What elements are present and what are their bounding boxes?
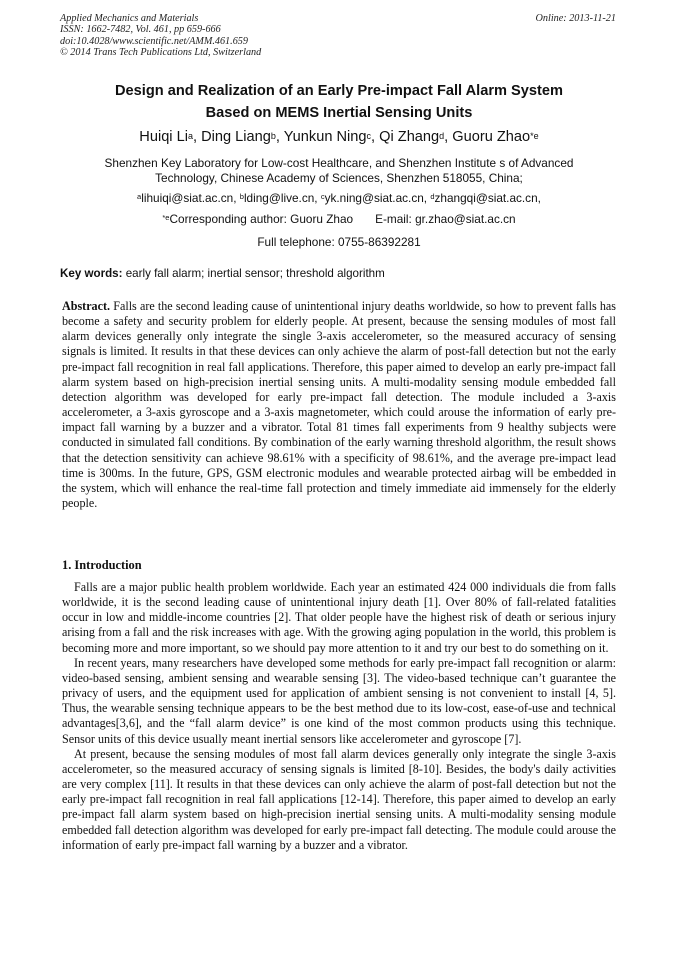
journal-header <box>60 13 616 59</box>
keywords-text: early fall alarm; inertial sensor; threshold algorithm <box>125 267 385 280</box>
author-mark: d <box>439 131 445 141</box>
email-mark: b <box>239 192 244 201</box>
corresponding-label: Corresponding author: Guoru Zhao <box>169 212 354 226</box>
paragraph: In recent years, many researchers have developed some methods for early pre-impact fall recognition or alarm: video-based sensing, ambient sensing and wearable sensing [3]. The video-based technique can’t guarantee the privacy of users, and the equipment used for application of ambient sensing is not convenient to install [4, 5]. Thus, the wearable sensing technique appears to be the best method due to its low-cost, ease-of-use and technical advantages[3,6], and the “fall alarm device” is one kind of the most common products using this technique. Sensor units of this device usually meant inertial sensors like accelerometer and gyroscope [7]. <box>62 655 616 746</box>
email-list <box>60 191 618 206</box>
author-list: Huiqi Li$^a$, Ding Liang$^b$, Yunkun Ning$^c$, Qi Zhang$^d$, Guoru Zhao$^{*e}$ <box>139 129 539 145</box>
paragraph: Falls are a major public health problem worldwide. Each year an estimated 424 000 individuals die from falls worldwide, it is the second leading cause of unintentional injury death [1]. Over 80% of fall-related fatalities occur in low and middle-income countries [2]. That older people have the highest risk of death or serious injury arising from a fall and the risk increases with age. With the growing aging population in the world, this problem is becoming more and more important, so we should pay more attention to it and try our best to do something on it. <box>62 580 616 655</box>
paper-title <box>60 80 618 124</box>
keywords <box>60 266 620 281</box>
affiliation <box>60 156 618 186</box>
corresponding-email[interactable]: E-mail: gr.zhao@siat.ac.cn <box>375 212 516 226</box>
doi-line: doi:10.4028/www.scientific.net/AMM.461.659 <box>60 35 248 47</box>
author-name: Huiqi Li <box>139 129 188 145</box>
author-mark: a <box>187 131 193 141</box>
abstract-label: Abstract. <box>62 299 111 313</box>
abstract <box>62 299 616 511</box>
telephone: Full telephone: 0755-86392281 <box>257 235 421 249</box>
affiliation-line-2: Technology, Chinese Academy of Sciences, Shenzhen 518055, China; <box>155 171 523 185</box>
keywords-label: Key words: <box>60 267 123 280</box>
email-mark: d <box>430 192 435 201</box>
author-name: Qi Zhang <box>379 129 440 145</box>
copyright-line: © 2014 Trans Tech Publications Ltd, Switzerland <box>60 47 262 59</box>
journal-name: Applied Mechanics and Materials <box>60 13 199 24</box>
author-name: Yunkun Ning <box>283 129 367 145</box>
abstract-text: Falls are the second leading cause of unintentional injury deaths worldwide, so how to prevent falls has become a safety and security problem for elderly people. At present, because the sensing modules of most fall alarm devices generally only integrate the single 3-axis accelerometer, so the measured accuracy of sensing signals is limited. It results in that these devices can only achieve the alarm of post-fall detection but not the early pre-impact fall recognition in real fall applications. Therefore, this paper aimed to develop an early pre-impact fall alarm system based on high-precision inertial sensing units. A multi-modality sensing module embedded fall detection algorithm was developed for early pre-impact fall detection. The module included a 3-axis accelerometer, a 3-axis gyroscope and a 3-axis magnetometer, which could arouse the information of early pre-impact fall warning by a buzzer and a vibrator. Total 81 times fall experiments from 9 healthy subjects were conducted in simulated fall conditions. By combination of the early warning threshold algorithm, the result shows that the detection sensitivity can achieve 98.61% with a specificity of 98.61%, and the average pre-impact lead time is 300ms. In the future, GPS, GSM electronic modules and wearable protected airbag will be embedded in the system, which will enhance the real-time fall protection and timely immediate aid immensely for the elderly people. <box>62 299 616 511</box>
email-address[interactable]: lihuiqi@siat.ac.cn, <box>141 191 237 205</box>
corresponding-mark: *e <box>162 213 170 222</box>
author-name: Ding Liang <box>201 129 271 145</box>
section-heading: 1. Introduction <box>62 558 142 572</box>
author-mark: *e <box>530 131 539 141</box>
email-mark: c <box>320 192 325 201</box>
email-mark: a <box>137 192 142 201</box>
online-date: Online: 2013-11-21 <box>535 13 616 24</box>
author-name: Guoru Zhao <box>452 129 531 145</box>
paragraph: At present, because the sensing modules of most fall alarm devices generally only integrate the single 3-axis accelerometer, so the measured accuracy of sensing signals is limited [8-10]. Besides, the body's daily activities are very complex [11]. It results in that these devices can only achieve the alarm of post-fall detection but not the early pre-impact fall recognition in real fall applications [12-14]. Therefore, this paper aimed to develop an early pre-impact fall alarm system based on high-precision inertial sensing units. A multi-modality sensing module embedded fall detection algorithm was developed for early pre-impact fall detecting. The module could arouse the information of early pre-impact fall warning by a buzzer and a vibrator. <box>62 746 616 852</box>
email-address[interactable]: zhangqi@siat.ac.cn, <box>434 191 541 205</box>
author-mark: b <box>270 131 276 141</box>
email-address[interactable]: lding@live.cn, <box>243 191 318 205</box>
corresponding-author <box>60 212 618 227</box>
issn-line: ISSN: 1662-7482, Vol. 461, pp 659-666 <box>60 24 221 36</box>
title-line-1: Design and Realization of an Early Pre-impact Fall Alarm System <box>115 83 563 99</box>
title-line-2: Based on MEMS Inertial Sensing Units <box>205 105 473 121</box>
email-address[interactable]: yk.ning@siat.ac.cn, <box>324 191 428 205</box>
author-mark: c <box>366 131 372 141</box>
affiliation-line-1: Shenzhen Key Laboratory for Low-cost Healthcare, and Shenzhen Institute s of Advanced <box>104 156 574 170</box>
introduction-body <box>62 580 616 853</box>
